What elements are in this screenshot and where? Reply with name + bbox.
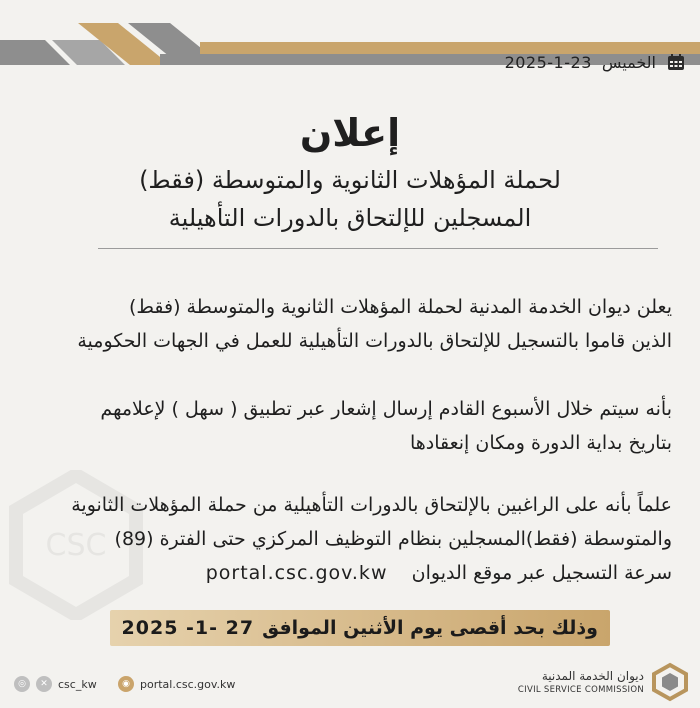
paragraph-2 (22, 392, 672, 460)
paragraph-3 (22, 488, 672, 590)
instagram-icon[interactable]: ◎ (14, 676, 30, 692)
footer (0, 666, 700, 708)
announcement-date: 2025-1-23 (504, 52, 592, 72)
portal-url-link[interactable]: portal.csc.gov.kw (205, 562, 388, 584)
footer-portal-link[interactable]: portal.csc.gov.kw (140, 677, 236, 691)
subtitle-line-1: لحملة المؤهلات الثانوية والمتوسطة (فقط) (139, 166, 561, 194)
paragraph-3-line-1: علماً بأنه على الراغبين بالإلتحاق بالدورات التأهيلية من حملة المؤهلات الثانوية (71, 494, 672, 516)
csc-emblem-icon (650, 662, 690, 702)
deadline-text: وذلك بحد أقصى يوم الأثنين الموافق (262, 617, 598, 639)
x-icon[interactable]: ✕ (36, 676, 52, 692)
day-name: الخميس (601, 52, 656, 72)
social-handle[interactable]: csc_kw (58, 677, 97, 691)
footer-portal (118, 676, 235, 692)
paragraph-2-line-1: بأنه سيتم خلال الأسبوع القادم إرسال إشعار عبر تطبيق ( سهل ) لإعلامهم (100, 398, 672, 420)
date-row (505, 50, 686, 74)
subtitle-line-2: المسجلين للإلتحاق بالدورات التأهيلية (168, 204, 532, 232)
calendar-icon (666, 52, 686, 72)
title-divider (98, 248, 658, 249)
page-title: إعلان (299, 111, 401, 155)
org-name-english: CIVIL SERVICE COMMISSION (517, 685, 644, 695)
csc-logo (518, 662, 690, 702)
social-links (14, 676, 97, 692)
globe-icon: ◉ (118, 676, 134, 692)
watermark-text: CSC (45, 528, 107, 563)
paragraph-3-line-3 (22, 556, 672, 590)
registration-text: سرعة التسجيل عبر موقع الديوان (411, 562, 672, 584)
deadline-date: 2025 -1- 27 (121, 617, 255, 639)
paragraph-1 (22, 290, 672, 358)
org-name-arabic: ديوان الخدمة المدنية (541, 669, 644, 683)
paragraph-1-line-2: الذين قاموا بالتسجيل للإلتحاق بالدورات التأهيلية للعمل في الجهات الحكومية (77, 330, 672, 352)
deadline-banner (110, 610, 610, 646)
paragraph-3-line-2: والمتوسطة (فقط)المسجلين بنظام التوظيف المركزي حتى الفترة (89) (114, 528, 672, 550)
paragraph-2-line-2: بتاريخ بداية الدورة ومكان إنعقادها (409, 432, 672, 454)
headline (60, 100, 640, 238)
paragraph-1-line-1: يعلن ديوان الخدمة المدنية لحملة المؤهلات الثانوية والمتوسطة (فقط) (128, 296, 672, 318)
